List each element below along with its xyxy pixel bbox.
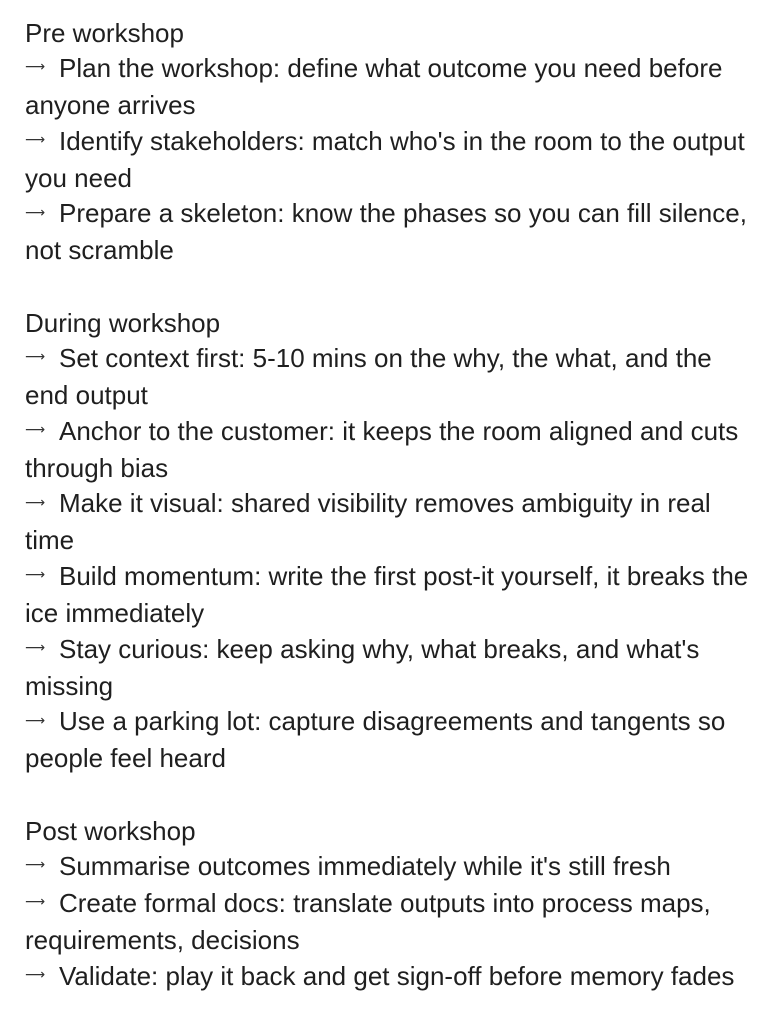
section-post-workshop [25, 813, 749, 996]
arrow-right-icon: ⟶ [25, 420, 46, 437]
list-item [25, 632, 749, 705]
arrow-right-icon: ⟶ [25, 203, 46, 220]
list-item-text: Build momentum: write the first post-it yourself, it breaks the ice immediately [25, 561, 749, 628]
section-heading: Pre workshop [25, 18, 184, 48]
list-item [25, 886, 749, 959]
section-heading: During workshop [25, 308, 221, 339]
arrow-right-icon: ⟶ [25, 130, 46, 147]
arrow-right-icon: ⟶ [25, 965, 46, 982]
arrow-right-icon: ⟶ [25, 348, 46, 365]
list-item-text: Identify stakeholders: match who's in the room to the output you need [25, 125, 745, 193]
list-item [25, 559, 749, 632]
list-item [25, 51, 749, 124]
list-item [25, 959, 749, 996]
list-item [25, 486, 749, 559]
section-during-workshop [25, 305, 749, 777]
section-pre-workshop [25, 15, 749, 269]
list-item [25, 124, 749, 197]
list-item-text: Plan the workshop: define what outcome you need before anyone arrives [25, 53, 723, 120]
list-item [25, 341, 749, 414]
arrow-right-icon: ⟶ [25, 856, 46, 873]
arrow-right-icon: ⟶ [25, 638, 46, 655]
list-item-text: Make it visual: shared visibility removes ambiguity in real time [25, 488, 711, 556]
list-item-text: Use a parking lot: capture disagreements and tangents so people feel heard [25, 706, 726, 774]
arrow-right-icon: ⟶ [25, 58, 46, 75]
list-item [25, 414, 749, 487]
arrow-right-icon: ⟶ [25, 566, 46, 583]
list-item-text: Validate: play it back and get sign-off before memory fades [59, 960, 735, 991]
list-item-text: Stay curious: keep asking why, what breaks, and what's missing [25, 633, 700, 701]
arrow-right-icon: ⟶ [25, 493, 46, 510]
list-item [25, 196, 749, 269]
section-heading: Post workshop [25, 816, 196, 847]
list-item-text: Create formal docs: translate outputs into process maps, requirements, decisions [25, 888, 711, 955]
list-item [25, 849, 749, 886]
list-item-text: Prepare a skeleton: know the phases so you can fill silence, not scramble [25, 198, 747, 266]
arrow-right-icon: ⟶ [25, 893, 46, 910]
arrow-right-icon: ⟶ [25, 711, 46, 728]
list-item [25, 704, 749, 777]
list-item-text: Set context first: 5-10 mins on the why, the what, and the end output [25, 343, 712, 410]
list-item-text: Anchor to the customer: it keeps the room aligned and cuts through bias [25, 415, 739, 483]
list-item-text: Summarise outcomes immediately while it's still fresh [59, 851, 671, 882]
